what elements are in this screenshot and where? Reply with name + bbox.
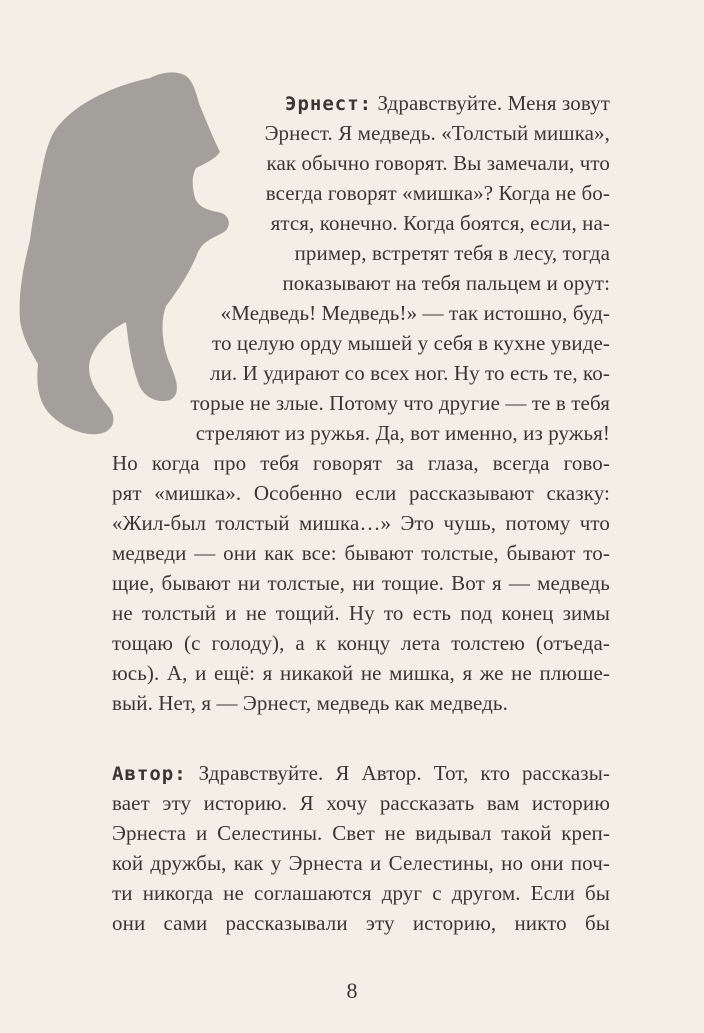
text-line: Эрнест. Я медведь. «Толстый мишка»,: [264, 121, 610, 145]
text-line: тощаю (с голоду), а к концу лета толстею (отъеда-: [112, 631, 610, 655]
text-line: пример, встретят тебя в лесу, тогда: [294, 241, 610, 265]
text-line: Автор: Здравствуйте. Я Автор. Тот, кто рассказы-: [112, 761, 610, 785]
text-line: «Жил-был толстый мишка…» Это чушь, потому что: [112, 511, 610, 535]
text-line: ятся, конечно. Когда боятся, если, на-: [270, 211, 610, 235]
text-line: Эрнест: Здравствуйте. Меня зовут: [285, 91, 610, 115]
page-number: 8: [346, 978, 358, 1003]
text-line: вает эту историю. Я хочу рассказать вам историю: [112, 791, 610, 815]
text-line: как обычно говорят. Вы замечали, что: [266, 151, 610, 175]
text-line: показывают на тебя пальцем и орут:: [282, 271, 610, 295]
text-line: «Медведь! Медведь!» — так истошно, буд-: [220, 301, 610, 325]
text-line: ти никогда не соглашаются друг с другом. Если бы: [112, 881, 610, 905]
text-line: Эрнеста и Селестины. Свет не видывал такой креп-: [112, 821, 610, 845]
text-line: щие, бывают ни толстые, ни тощие. Вот я — медведь: [112, 571, 610, 595]
text-line: торые не злые. Потому что другие — те в тебя: [190, 391, 610, 415]
text-line: всегда говорят «мишка»? Когда не бо-: [265, 181, 610, 205]
text-line: не толстый и не тощий. Ну то есть под конец зимы: [112, 601, 610, 625]
text-line: юсь). А, и ещё: я никакой не мишка, я же не плюше-: [112, 661, 610, 685]
speaker-author: Автор:: [112, 763, 187, 785]
text-line: они сами рассказывали эту историю, никто бы: [112, 911, 610, 935]
text-line: стреляют из ружья. Да, вот именно, из ружья!: [195, 421, 610, 445]
text-line: вый. Нет, я — Эрнест, медведь как медведь.: [112, 691, 508, 715]
text-line: то целую орду мышей у себя в кухне увиде-: [211, 331, 610, 355]
text-line: кой дружбы, как у Эрнеста и Селестины, но они поч-: [112, 851, 610, 875]
text-line: ли. И удирают со всех ног. Ну то есть те, ко-: [210, 361, 610, 385]
speaker-ernest: Эрнест:: [285, 93, 373, 115]
text-line: Но когда про тебя говорят за глаза, всегда гово-: [112, 451, 610, 475]
text-line: медведи — они как все: бывают толстые, бывают то-: [112, 541, 610, 565]
text-line: рят «мишка». Особенно если рассказывают сказку:: [112, 481, 610, 505]
